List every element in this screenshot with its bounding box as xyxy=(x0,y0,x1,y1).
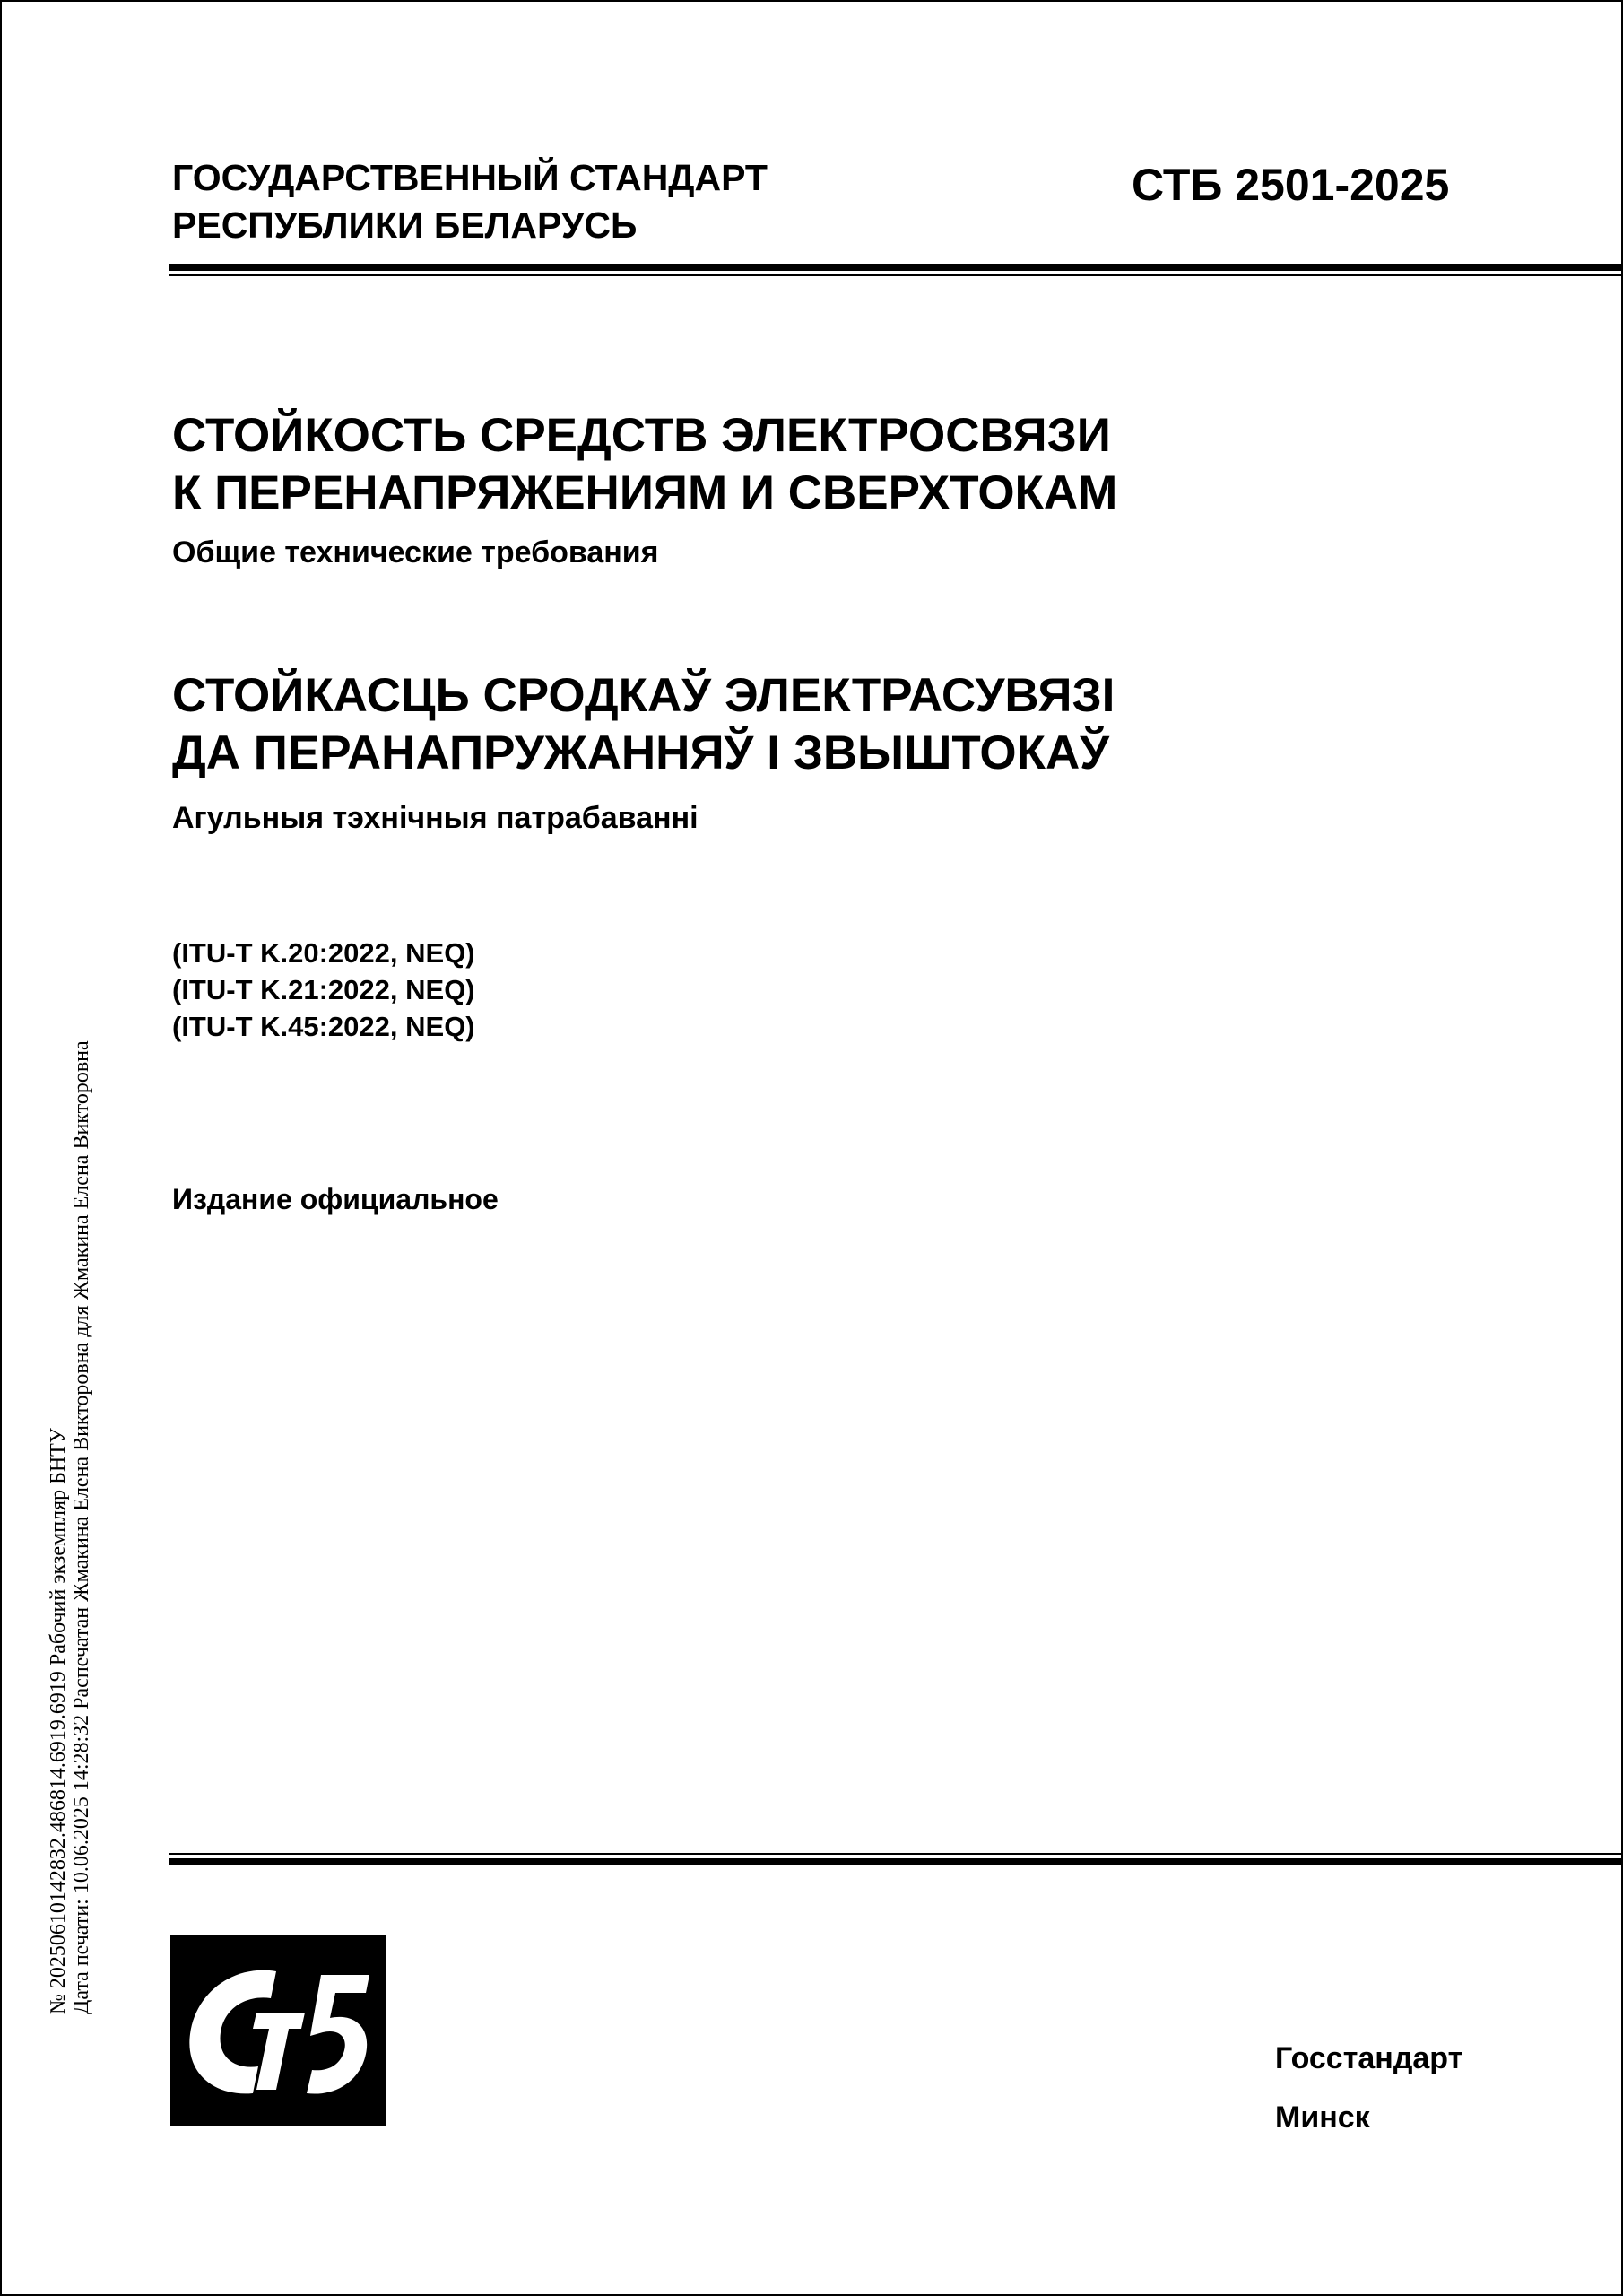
standard-designation: СТБ 2501-2025 xyxy=(1132,160,1450,210)
issuing-body-line1: ГОСУДАРСТВЕННЫЙ СТАНДАРТ xyxy=(172,157,768,198)
title-ru-line1: СТОЙКОСТЬ СРЕДСТВ ЭЛЕКТРОСВЯЗИ xyxy=(172,409,1111,462)
publisher-city: Минск xyxy=(1275,2100,1370,2135)
reference-item: (ITU-T K.20:2022, NEQ) xyxy=(172,937,475,969)
header-rule-thick xyxy=(169,264,1623,271)
footer-rule-thick xyxy=(169,1858,1623,1866)
title-by xyxy=(172,667,1115,782)
reference-item: (ITU-T K.45:2022, NEQ) xyxy=(172,1011,475,1042)
subtitle-by: Агульныя тэхнічныя патрабаванні xyxy=(172,801,699,835)
stb-logo-icon xyxy=(170,1935,386,2126)
footer-rule-thin xyxy=(169,1853,1623,1855)
print-stamp-note xyxy=(47,633,93,2014)
edition-label: Издание официальное xyxy=(172,1183,499,1215)
title-ru xyxy=(172,407,1117,522)
title-ru-line2: К ПЕРЕНАПРЯЖЕНИЯМ И СВЕРХТОКАМ xyxy=(172,466,1118,519)
print-stamp-line2: Дата печати: 10.06.2025 14:28:32 Распечатан Жмакина Елена Викторовна для Жмакина Елена Викторовна xyxy=(70,1040,93,2014)
publisher-name: Госстандарт xyxy=(1275,2041,1463,2075)
issuing-body-line2: РЕСПУБЛИКИ БЕЛАРУСЬ xyxy=(172,204,638,246)
title-by-line1: СТОЙКАСЦЬ СРОДКАЎ ЭЛЕКТРАСУВЯЗІ xyxy=(172,669,1115,722)
publisher-block xyxy=(1275,2029,1462,2147)
issuing-body xyxy=(172,154,768,249)
reference-item: (ITU-T K.21:2022, NEQ) xyxy=(172,974,475,1005)
subtitle-ru: Общие технические требования xyxy=(172,535,659,570)
title-by-line2: ДА ПЕРАНАПРУЖАННЯЎ І ЗВЫШТОКАЎ xyxy=(172,726,1110,779)
international-references xyxy=(172,935,475,1045)
header-rule-thin xyxy=(169,274,1623,276)
print-stamp-line1: № 20250610142832.486814.6919.6919 Рабочий экземпляр БНТУ xyxy=(47,1428,70,2014)
stb-logo xyxy=(170,1935,386,2126)
